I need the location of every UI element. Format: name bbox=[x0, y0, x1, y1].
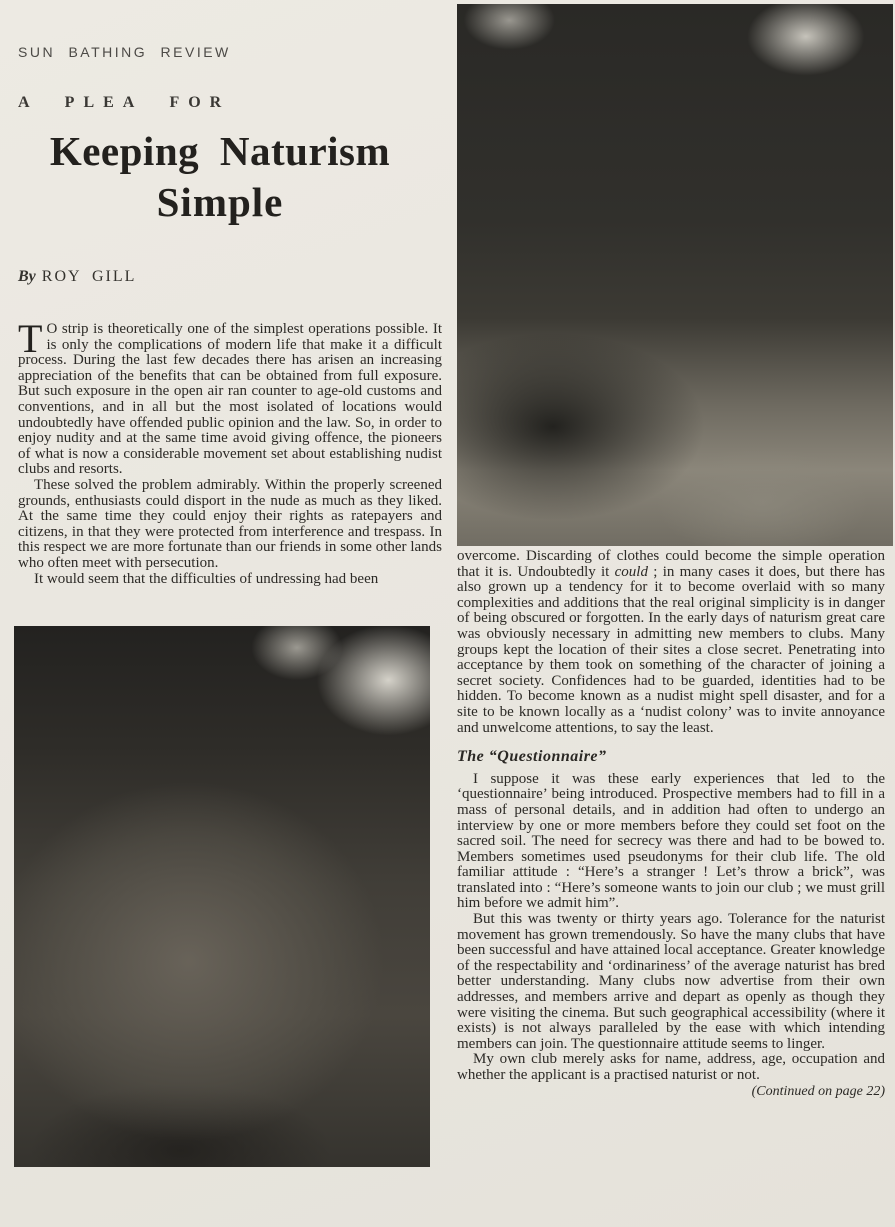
paragraph: But this was twenty or thirty years ago. Tolerance for the naturist movement has grown tremendously. So have the many clubs that have been successful and have attained local acceptance. Greater knowledge of the respectability and ‘ordinariness’ of the average naturist has bred better understanding. Many clubs now advertise from their own addresses, and members arrive and depart as openly as though they were visiting the cinema. But such geographical accessibility (where it exists) is not always paralleled by the ease with which intending members can join. The questionnaire attitude seems to linger. bbox=[457, 911, 885, 1052]
article-photo-top bbox=[457, 4, 893, 546]
paragraph: I suppose it was these early experiences that led to the ‘questionnaire’ being introduced. Prospective members had to fill in a mass of personal details, and in addition had often to undergo an interview by one or more members before they could set foot on the sacred soil. The need for secrecy was there and had to be bowed to. Members sometimes used pseudonyms for their club life. The old familiar attitude : “Here’s a stranger ! Let’s throw a brick”, was translated into : “Here’s someone wants to join our club ; we must grill him before we admit him”. bbox=[457, 770, 885, 912]
article-photo-bottom bbox=[14, 626, 430, 1167]
left-column bbox=[18, 316, 442, 587]
byline-author: ROY GILL bbox=[41, 268, 137, 285]
paragraph: My own club merely asks for name, address, age, occupation and whether the applicant is a practised naturist or not. bbox=[457, 1051, 885, 1083]
paragraph: It would seem that the difficulties of undressing had been bbox=[34, 570, 379, 587]
byline-prefix: By bbox=[18, 268, 36, 285]
continuation-note: (Continued on page 22) bbox=[751, 1083, 885, 1099]
article-kicker: A PLEA FOR bbox=[18, 94, 231, 111]
paragraph: overcome. Discarding of clothes could become the simple operation that it is. Undoubtedly it could ; in many cases it does, but there has also grown up a tendency for it to become overlaid with so many complexities and additions that the real original simplicity is in danger of being obscured or forgotten. In the early days of naturism great care was obviously necessary in admitting new members to clubs. Many groups kept the location of their sites a close secret. Penetrating into acceptance by them took on something of the character of joining a secret society. Confidences had to be guarded, identities had to be hidden. To become known as a nudist might spell disaster, and for a site to be known locally as a ‘nudist colony’ was to invite annoyance and unwelcome attentions, to say the least. bbox=[457, 548, 885, 736]
paragraph: These solved the problem admirably. Within the properly screened grounds, enthusiasts could disport in the nude as much as they liked. At the same time they could enjoy their rights as ratepayers and citizens, in that they were protected from interference and trespass. In this respect we are more fortunate than our friends in some other lands who often meet with persecution. bbox=[18, 476, 442, 571]
opening-paragraph bbox=[18, 316, 442, 478]
article-title-line1: Keeping Naturism bbox=[49, 128, 391, 174]
opening-paragraph-text: O strip is theoretically one of the simplest operations possible. It is only the complications of modern life that make it a difficult process. During the last few decades there has arisen an increasing appreciation of the benefits that can be obtained from full exposure. But such exposure in the open air ran counter to age-old customs and conventions, and in all but the most isolated of locations would undoubtedly have offended public opinion and the law. So, in order to enjoy nudity and at the same time avoid giving offence, the pioneers of what is now a considerable movement set about establishing nudist clubs and resorts. bbox=[18, 321, 442, 478]
right-column bbox=[457, 549, 885, 1099]
article-byline bbox=[18, 268, 136, 286]
section-heading: The “Questionnaire” bbox=[457, 748, 607, 766]
article-title bbox=[10, 126, 430, 228]
magazine-title: SUN BATHING REVIEW bbox=[18, 44, 231, 60]
dropcap-letter: T bbox=[18, 316, 43, 361]
article-title-line2: Simple bbox=[156, 179, 284, 225]
